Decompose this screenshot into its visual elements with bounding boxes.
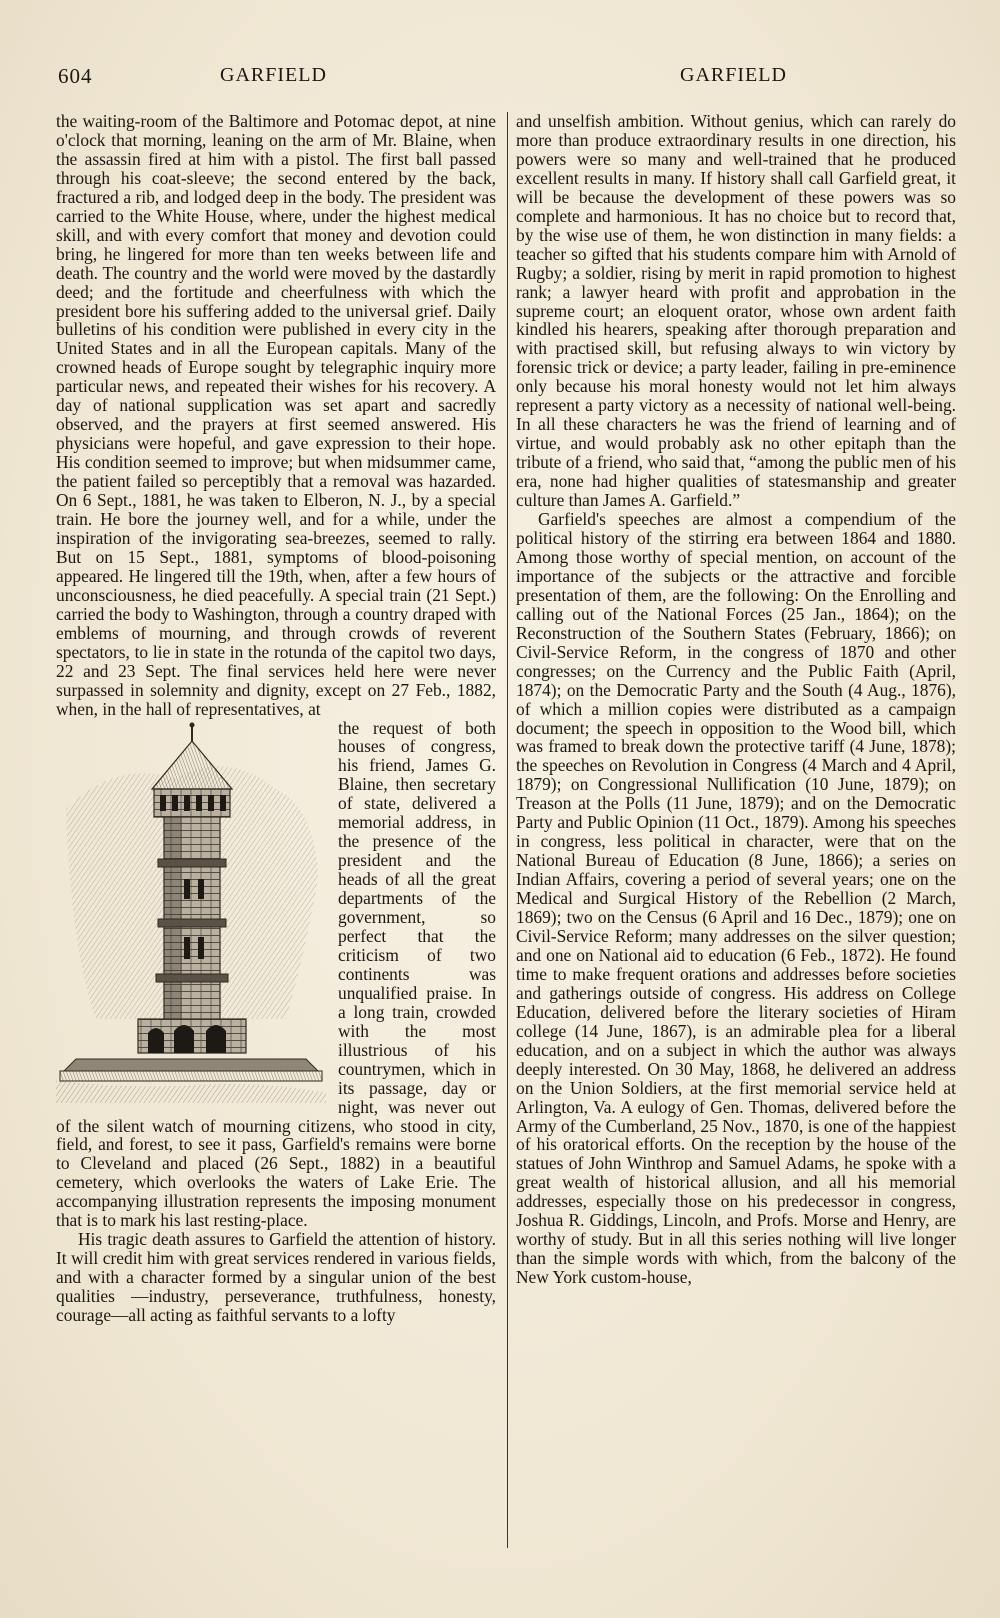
paragraph-speeches: Garfield's speeches are almost a compendium of the political history of the stirring era between 1864 and 1880. Among those worthy of special mention, on account of the importance of the subjects or the attractive and forcible presentation of them, are the following: On the Enrolling and calling out of the National Forces (25 Jan., 1864); on the Reconstruction of the Southern States (February, 1866); on Civil-Service Reform, in the congress of 1870 and other congresses; on the Currency and the Public Faith (April, 1874); on the Democratic Party and the South (4 Aug., 1876), of which a million copies were distributed as a campaign document; the speech in opposition to the Wood bill, which was framed to break down the protective tariff (4 June, 1878); the speeches on Revolution in Congress (4 March and 4 April, 1879); on Congressional Nullification (10 June, 1879); on Treason at the Polls (11 June, 1879); and on the Democratic Party and Public Opinion (11 Oct., 1879). Among his speeches in congress, less political in character, were that on the National Bureau of Education (8 June, 1866); a series on Indian Affairs, covering a period of several years; one on the Medical and Surgical History of the Rebellion (2 March, 1869); two on the Census (6 April and 16 Dec., 1879); one on Civil-Service Reform; many addresses on the silver question; and one on National aid to education (6 Feb., 1872). He found time to make frequent orations and addresses before societies and gatherings outside of congress. His address on College Education, delivered before the literary societies of Hiram college (14 June, 1867), is an admirable plea for a liberal education, and on a subject in which the author was always deeply interested. On 30 May, 1868, he delivered an address on the Union Soldiers, at the first memorial service held at Arlington, Va. A eulogy of Gen. Thomas, delivered before the Army of the Cumberland, 25 Nov., 1870, is one of the happiest of his oratorical efforts. On the reception by the house of the statues of John Winthrop and Samuel Adams, he spoke with a great wealth of historical allusion, and all his memorial addresses, especially those on his predecessor in congress, Joshua R. Giddings, Lincoln, and Profs. Morse and Henry, are worthy of study. But in all this series nothing will live longer than the simple words with which, from the balcony of the New York custom-house, [516, 509, 956, 1288]
column-rule [507, 112, 508, 1548]
left-column [56, 112, 496, 1325]
paragraph-legacy: His tragic death assures to Garfield the attention of history. It will credit him with great services rendered in various fields, and with a character formed by a singular union of the best qualities —industry, perseverance, truthfulness, honesty, courage—all acting as faithful servants to a lofty [56, 1229, 496, 1326]
right-running-title: GARFIELD [680, 64, 787, 86]
page-number: 604 [58, 64, 93, 88]
monument-illustration [56, 719, 334, 1105]
running-header [58, 60, 960, 94]
paragraph-memorial-address: the request of both houses of congress, his friend, James G. Blaine, then secretary of state, delivered a memorial address, in the presence of the president and the heads of all the great departments of the government, so perfect that the criticism of two continents was unqualified praise. In a long train, crowded with the most illustrious of his countrymen, which in its passage, day or night, was never out of the silent watch of mourning citizens, who stood in city, field, and forest, to see it pass, Garfield's remains were borne to Cleveland and placed (26 Sept., 1882) in a beautiful cemetery, which overlooks the waters of Lake Erie. The accompanying illustration represents the imposing monument that is to mark his last resting-place. [56, 717, 496, 1231]
left-running-title: GARFIELD [220, 64, 327, 86]
paragraph-character: and unselfish ambition. Without genius, which can rarely do more than produce extraordinary results in one direction, his powers were so many and well-trained that he produced excellent results in many. If history shall call Garfield great, it will be because the development of these powers was so complete and harmonious. It has no choice but to record that, by the wise use of them, he won distinction in many fields: a teacher so gifted that his students compare him with Arnold of Rugby; a soldier, rising by merit in rapid promotion to highest rank; a lawyer heard with profit and approbation in the supreme court; an eloquent orator, whose own ardent faith kindled his hearers, speaking after thorough preparation and with practised skill, but refusing always to win victory by forensic trick or device; a party leader, failing in pre-eminence only because his moral honesty would not let him always represent a party victory as a necessity of national well-being. In all these characters he was the friend of learning and of virtue, and would probably ask no other epitaph than the tribute of a friend, who said that, “among the public men of his era, none had higher qualities of statesmanship and greater culture than James A. Garfield.” [516, 111, 956, 511]
right-column [516, 112, 956, 1287]
paragraph-assassination: the waiting-room of the Baltimore and Potomac depot, at nine o'clock that morning, leaning on the arm of Mr. Blaine, when the assassin fired at him with a pistol. The first ball passed through his coat-sleeve; the second entered by the back, fractured a rib, and lodged deep in the body. The president was carried to the White House, where, under the highest medical skill, and with every comfort that money and devotion could bring, he lingered for more than ten weeks between life and death. The country and the world were moved by the dastardly deed; and the fortitude and cheerfulness with which the president bore his suffering added to the universal grief. Daily bulletins of his condition were published in every city in the United States and in all the European capitals. Many of the crowned heads of Europe sought by telegraphic inquiry more particular news, and repeated their wishes for his recovery. A day of national supplication was set apart and sacredly observed, and the prayers at first seemed answered. His physicians were hopeful, and gave expression to their hope. His condition seemed to improve; but when midsummer came, the patient failed so perceptibly that a removal was hazarded. On 6 Sept., 1881, he was taken to Elberon, N. J., by a special train. He bore the journey well, and for a while, under the inspiration of the invigorating sea-breezes, seemed to rally. But on 15 Sept., 1881, symptoms of blood-poisoning appeared. He lingered till the 19th, when, after a few hours of unconsciousness, he died peacefully. A special train (21 Sept.) carried the body to Washington, through a country draped with emblems of mourning, and through crowds of reverent spectators, to lie in state in the rotunda of the capitol two days, 22 and 23 Sept. The final services held here were never surpassed in solemnity and dignity, except on 27 Feb., 1882, when, in the hall of representatives, at [56, 111, 496, 719]
tower-monument-icon [56, 719, 326, 1103]
